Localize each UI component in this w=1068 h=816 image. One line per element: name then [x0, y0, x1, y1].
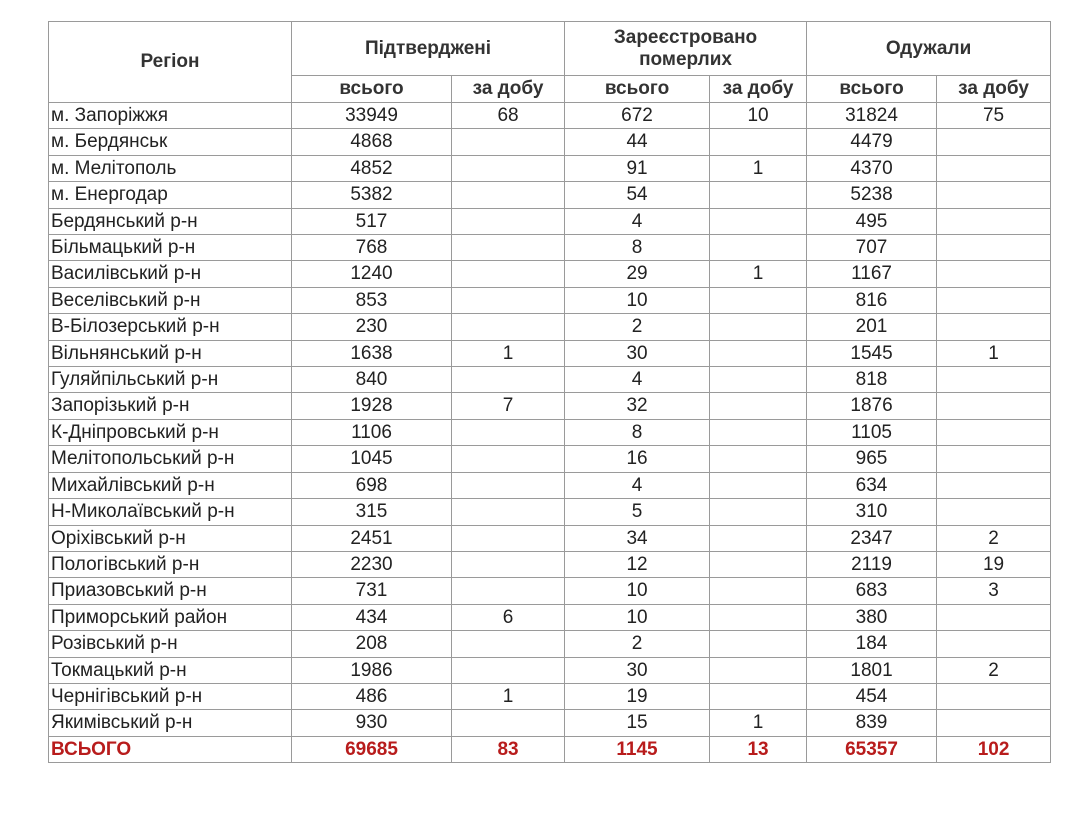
cell-region: м. Мелітополь [49, 155, 292, 181]
cell-deaths: 30 [565, 340, 710, 366]
cell-confirmed: 486 [292, 683, 452, 709]
table-body [49, 103, 1051, 763]
table-row [49, 182, 1051, 208]
cell-confirmed: 1928 [292, 393, 452, 419]
subheader-deaths-day: за добу [710, 76, 807, 103]
cell-confirmed: 768 [292, 235, 452, 261]
cell-confirmed-day: 7 [452, 393, 565, 419]
cell-recovered-day [937, 683, 1051, 709]
cell-deaths-day [710, 419, 807, 445]
header-region: Регіон [49, 22, 292, 103]
cell-region: Гуляйпільський р-н [49, 367, 292, 393]
cell-confirmed-day [452, 235, 565, 261]
cell-recovered: 65357 [807, 736, 937, 762]
cell-recovered: 380 [807, 604, 937, 630]
cell-confirmed-day [452, 525, 565, 551]
cell-region: м. Запоріжжя [49, 103, 292, 129]
cell-recovered-day [937, 155, 1051, 181]
cell-recovered-day [937, 604, 1051, 630]
table-row [49, 129, 1051, 155]
cell-deaths: 4 [565, 472, 710, 498]
table-row [49, 155, 1051, 181]
cell-deaths-day: 1 [710, 710, 807, 736]
cell-recovered: 683 [807, 578, 937, 604]
cell-region: Чернігівський р-н [49, 683, 292, 709]
cell-recovered-day [937, 287, 1051, 313]
cell-region: Бердянський р-н [49, 208, 292, 234]
cell-confirmed: 4852 [292, 155, 452, 181]
cell-deaths: 19 [565, 683, 710, 709]
cell-confirmed-day [452, 710, 565, 736]
table-row [49, 525, 1051, 551]
table-row [49, 419, 1051, 445]
cell-deaths-day [710, 314, 807, 340]
cell-region: Якимівський р-н [49, 710, 292, 736]
cell-recovered-day [937, 182, 1051, 208]
cell-deaths: 672 [565, 103, 710, 129]
cell-region: Мелітопольський р-н [49, 446, 292, 472]
cell-recovered-day [937, 208, 1051, 234]
table-row [49, 235, 1051, 261]
cell-region: Розівський р-н [49, 631, 292, 657]
cell-recovered-day [937, 235, 1051, 261]
cell-confirmed-day [452, 551, 565, 577]
cell-region: м. Бердянськ [49, 129, 292, 155]
cell-confirmed: 208 [292, 631, 452, 657]
cell-confirmed-day [452, 419, 565, 445]
cell-recovered: 201 [807, 314, 937, 340]
cell-deaths: 54 [565, 182, 710, 208]
cell-recovered-day [937, 631, 1051, 657]
cell-confirmed-day [452, 446, 565, 472]
table-row [49, 472, 1051, 498]
cell-region: Приморський район [49, 604, 292, 630]
cell-confirmed-day [452, 499, 565, 525]
table-row [49, 393, 1051, 419]
cell-recovered: 634 [807, 472, 937, 498]
table-row [49, 340, 1051, 366]
cell-deaths: 8 [565, 235, 710, 261]
cell-confirmed-day [452, 367, 565, 393]
cell-recovered-day [937, 499, 1051, 525]
table-row [49, 578, 1051, 604]
cell-confirmed-day [452, 182, 565, 208]
table-row [49, 314, 1051, 340]
cell-confirmed: 1638 [292, 340, 452, 366]
cell-recovered: 839 [807, 710, 937, 736]
covid-stats-table [48, 21, 1051, 763]
cell-deaths-day [710, 657, 807, 683]
cell-deaths-day [710, 683, 807, 709]
cell-deaths: 2 [565, 631, 710, 657]
cell-deaths-day [710, 393, 807, 419]
cell-deaths-day [710, 604, 807, 630]
cell-confirmed: 33949 [292, 103, 452, 129]
cell-deaths-day [710, 367, 807, 393]
cell-deaths: 44 [565, 129, 710, 155]
cell-recovered: 2347 [807, 525, 937, 551]
table-row [49, 551, 1051, 577]
cell-confirmed: 69685 [292, 736, 452, 762]
cell-recovered: 707 [807, 235, 937, 261]
cell-recovered-day: 19 [937, 551, 1051, 577]
cell-deaths-day [710, 578, 807, 604]
cell-deaths: 10 [565, 604, 710, 630]
cell-region: Василівський р-н [49, 261, 292, 287]
cell-recovered: 1105 [807, 419, 937, 445]
cell-recovered-day: 3 [937, 578, 1051, 604]
cell-recovered-day [937, 367, 1051, 393]
cell-deaths: 15 [565, 710, 710, 736]
cell-deaths-day [710, 340, 807, 366]
cell-recovered-day [937, 419, 1051, 445]
cell-recovered-day: 2 [937, 657, 1051, 683]
cell-deaths-day [710, 235, 807, 261]
table-row [49, 604, 1051, 630]
cell-deaths: 2 [565, 314, 710, 340]
cell-confirmed-day [452, 314, 565, 340]
cell-confirmed: 4868 [292, 129, 452, 155]
cell-recovered: 4370 [807, 155, 937, 181]
cell-region: Вільнянський р-н [49, 340, 292, 366]
cell-deaths-day [710, 208, 807, 234]
table-row [49, 208, 1051, 234]
cell-confirmed: 1986 [292, 657, 452, 683]
table-row [49, 631, 1051, 657]
cell-region: Запорізький р-н [49, 393, 292, 419]
cell-confirmed: 840 [292, 367, 452, 393]
cell-deaths: 12 [565, 551, 710, 577]
cell-recovered: 184 [807, 631, 937, 657]
cell-confirmed-day: 68 [452, 103, 565, 129]
cell-deaths: 1145 [565, 736, 710, 762]
cell-region: Оріхівський р-н [49, 525, 292, 551]
subheader-deaths-total: всього [565, 76, 710, 103]
cell-recovered: 4479 [807, 129, 937, 155]
cell-region: Веселівський р-н [49, 287, 292, 313]
cell-confirmed: 2451 [292, 525, 452, 551]
cell-deaths: 16 [565, 446, 710, 472]
table-row [49, 683, 1051, 709]
cell-deaths: 10 [565, 578, 710, 604]
cell-confirmed-day: 6 [452, 604, 565, 630]
cell-region: В-Білозерський р-н [49, 314, 292, 340]
cell-deaths: 4 [565, 208, 710, 234]
cell-recovered: 1545 [807, 340, 937, 366]
table-row [49, 261, 1051, 287]
cell-confirmed: 1240 [292, 261, 452, 287]
cell-deaths-day [710, 472, 807, 498]
cell-deaths: 4 [565, 367, 710, 393]
cell-region: Михайлівський р-н [49, 472, 292, 498]
cell-deaths-day: 1 [710, 261, 807, 287]
table-row [49, 446, 1051, 472]
cell-confirmed-day [452, 129, 565, 155]
cell-confirmed: 517 [292, 208, 452, 234]
table-row [49, 499, 1051, 525]
cell-region: ВСЬОГО [49, 736, 292, 762]
cell-recovered: 454 [807, 683, 937, 709]
cell-confirmed-day: 1 [452, 683, 565, 709]
cell-deaths: 29 [565, 261, 710, 287]
cell-deaths-day [710, 499, 807, 525]
cell-recovered-day: 75 [937, 103, 1051, 129]
cell-region: Приазовський р-н [49, 578, 292, 604]
cell-confirmed-day [452, 578, 565, 604]
cell-confirmed-day [452, 155, 565, 181]
table-row [49, 103, 1051, 129]
cell-recovered: 31824 [807, 103, 937, 129]
cell-recovered: 310 [807, 499, 937, 525]
table-row [49, 367, 1051, 393]
cell-recovered-day: 102 [937, 736, 1051, 762]
subheader-confirmed-total: всього [292, 76, 452, 103]
table-row [49, 710, 1051, 736]
cell-deaths-day [710, 551, 807, 577]
cell-recovered-day: 2 [937, 525, 1051, 551]
cell-confirmed: 1045 [292, 446, 452, 472]
cell-confirmed: 315 [292, 499, 452, 525]
cell-deaths: 10 [565, 287, 710, 313]
header-deaths: Зареєстровано померлих [565, 22, 807, 76]
cell-deaths: 5 [565, 499, 710, 525]
cell-confirmed: 434 [292, 604, 452, 630]
cell-recovered: 1876 [807, 393, 937, 419]
cell-recovered: 965 [807, 446, 937, 472]
cell-deaths-day: 1 [710, 155, 807, 181]
table-row [49, 287, 1051, 313]
cell-recovered-day [937, 472, 1051, 498]
cell-confirmed-day [452, 657, 565, 683]
cell-recovered-day [937, 314, 1051, 340]
cell-deaths-day [710, 129, 807, 155]
cell-recovered-day: 1 [937, 340, 1051, 366]
cell-confirmed: 2230 [292, 551, 452, 577]
cell-deaths-day: 13 [710, 736, 807, 762]
table-row [49, 657, 1051, 683]
cell-recovered-day [937, 261, 1051, 287]
cell-recovered: 818 [807, 367, 937, 393]
cell-deaths: 30 [565, 657, 710, 683]
cell-deaths: 32 [565, 393, 710, 419]
cell-confirmed: 930 [292, 710, 452, 736]
cell-region: К-Дніпровський р-н [49, 419, 292, 445]
cell-confirmed-day [452, 208, 565, 234]
cell-recovered: 816 [807, 287, 937, 313]
cell-confirmed-day [452, 287, 565, 313]
cell-confirmed: 1106 [292, 419, 452, 445]
header-confirmed: Підтверджені [292, 22, 565, 76]
cell-recovered-day [937, 393, 1051, 419]
cell-region: Пологівський р-н [49, 551, 292, 577]
cell-deaths-day [710, 631, 807, 657]
cell-confirmed-day [452, 631, 565, 657]
cell-deaths-day [710, 287, 807, 313]
cell-recovered: 1801 [807, 657, 937, 683]
cell-confirmed: 698 [292, 472, 452, 498]
cell-deaths-day [710, 525, 807, 551]
cell-confirmed: 230 [292, 314, 452, 340]
cell-confirmed: 731 [292, 578, 452, 604]
cell-deaths-day: 10 [710, 103, 807, 129]
cell-confirmed-day [452, 261, 565, 287]
cell-recovered: 1167 [807, 261, 937, 287]
subheader-recovered-day: за добу [937, 76, 1051, 103]
cell-recovered: 495 [807, 208, 937, 234]
cell-region: Токмацький р-н [49, 657, 292, 683]
cell-deaths: 91 [565, 155, 710, 181]
cell-region: м. Енергодар [49, 182, 292, 208]
cell-deaths-day [710, 182, 807, 208]
header-recovered: Одужали [807, 22, 1051, 76]
cell-confirmed-day: 83 [452, 736, 565, 762]
cell-region: Н-Миколаївський р-н [49, 499, 292, 525]
cell-recovered-day [937, 129, 1051, 155]
cell-deaths: 34 [565, 525, 710, 551]
cell-deaths-day [710, 446, 807, 472]
cell-recovered: 5238 [807, 182, 937, 208]
cell-recovered-day [937, 710, 1051, 736]
cell-deaths: 8 [565, 419, 710, 445]
subheader-confirmed-day: за добу [452, 76, 565, 103]
cell-recovered: 2119 [807, 551, 937, 577]
cell-confirmed-day: 1 [452, 340, 565, 366]
cell-confirmed: 5382 [292, 182, 452, 208]
cell-region: Більмацький р-н [49, 235, 292, 261]
cell-confirmed-day [452, 472, 565, 498]
cell-recovered-day [937, 446, 1051, 472]
cell-confirmed: 853 [292, 287, 452, 313]
table-total-row [49, 736, 1051, 762]
subheader-recovered-total: всього [807, 76, 937, 103]
